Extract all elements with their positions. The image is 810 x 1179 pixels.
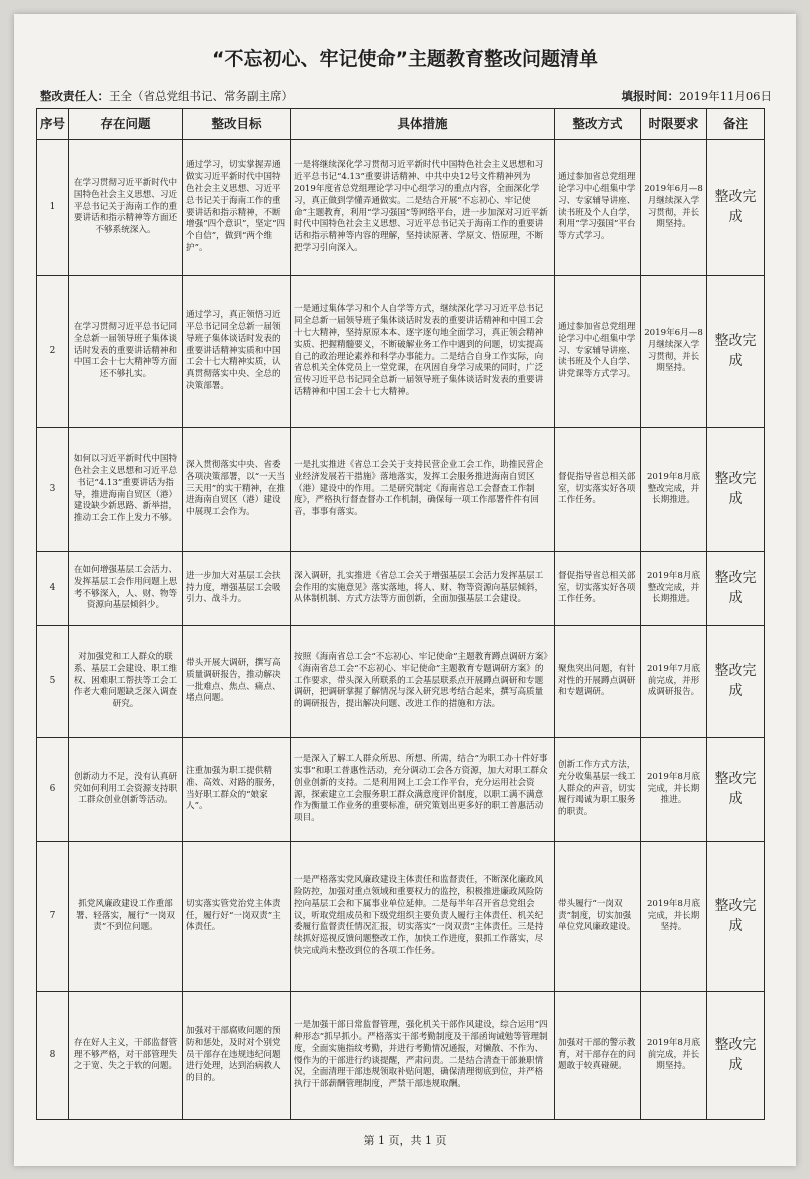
cell-problem: 如何以习近平新时代中国特色社会主义思想和习近平总书记“4.13”重要讲话为指导，推进海南自贸区（港）建设缺少新思路、新举措，推动工会工作上发力不够。 — [69, 428, 183, 552]
cell-seq: 6 — [37, 738, 69, 842]
meta-line — [40, 88, 772, 106]
header-method: 整改方式 — [555, 109, 641, 140]
cell-measures: 一是加强干部日常监督管理，强化机关干部作风建设，综合运用“四种形态”抓早抓小。严格落实干部考勤制度及干部函询诫勉等管理制度，全面实施指纹考勤，并进行考勤情况通报，对懒散、不作为、慢作为的干部进行约谈提醒，严肃问责。二是结合清查干部兼职情况，全面清理干部违规领取补贴问题，确保清理彻底到位，并严格执行干部薪酬管理制度，严禁干部违规取酬。 — [291, 992, 555, 1120]
cell-goal: 通过学习，真正领悟习近平总书记同全总新一届领导班子集体谈话时发表的重要讲话精神实质和中国工会十七大精神实质，认真贯彻落实中央、全总的决策部署。 — [183, 276, 291, 428]
cell-time: 2019年8月底完成，并长期坚持。 — [641, 842, 707, 992]
cell-problem: 存在好人主义，干部监督管理不够严格，对干部管理失之于宽、失之于软的问题。 — [69, 992, 183, 1120]
table-row — [37, 626, 765, 738]
cell-note: 整改完成 — [707, 842, 765, 992]
cell-measures: 一是通过集体学习和个人自学等方式，继续深化学习习近平总书记同全总新一届领导班子集体谈话时发表的重要讲话精神和中国工会十七大精神，坚持原原本本、逐字逐句地全面学习，真正领会精神实质、把握精髓要义，不断破解业务工作中遇到的问题，切实提高自己的政治理论素养和科学办事能力。二是结合自身工作实际，向省总机关全体党员上一堂党课，在巩固自身学习成果的同时，广泛宣传习近平总书记同全总新一届领导班子集体谈话时发表的重要讲话精神和中国工会十七大精神。 — [291, 276, 555, 428]
cell-method: 通过参加省总党组理论学习中心组集中学习、专家辅导讲座、读书班及个人自学、讲党课等方式学习。 — [555, 276, 641, 428]
cell-note: 整改完成 — [707, 428, 765, 552]
cell-problem: 抓党风廉政建设工作重部署、轻落实，履行“一岗双责”不到位问题。 — [69, 842, 183, 992]
cell-measures: 按照《海南省总工会“不忘初心、牢记使命”主题教育蹲点调研方案》《海南省总工会“不忘初心、牢记使命”主题教育专题调研方案》的工作要求，带头深入所联系的工会基层联系点开展蹲点调研和专题调研，把调研掌握了解情况与深入研究思考结合起来，撰写高质量的调研报告，提出解决问题、改进工作的措施和方法。 — [291, 626, 555, 738]
responsible-value: 王全（省总党组书记、常务副主席） — [109, 89, 293, 103]
table-row — [37, 552, 765, 626]
table-row — [37, 992, 765, 1120]
document-page — [14, 14, 796, 1166]
cell-note: 整改完成 — [707, 140, 765, 276]
cell-time: 2019年8月底整改完成，并长期推进。 — [641, 552, 707, 626]
cell-note: 整改完成 — [707, 738, 765, 842]
cell-time: 2019年6月—8月继续深入学习贯彻，并长期坚持。 — [641, 276, 707, 428]
cell-measures: 一是将继续深化学习贯彻习近平新时代中国特色社会主义思想和习近平总书记“4.13”重要讲话精神、中共中央12号文件精神列为2019年度省总党组理论学习中心组学习的重点内容，全面深化学习，真正做到学懂弄通做实。二是结合开展“不忘初心、牢记使命”主题教育，利用“学习强国”等网络平台，进一步加深对习近平新时代中国特色社会主义思想、习近平总书记关于海南工作的重要讲话和指示精神等内容的理解，坚持读原著、学原文、悟原理，不断把学习引向深入。 — [291, 140, 555, 276]
responsible-person — [40, 88, 293, 106]
cell-time: 2019年8月底整改完成，并长期推进。 — [641, 428, 707, 552]
cell-seq: 7 — [37, 842, 69, 992]
cell-time: 2019年8月底完成，并长期推进。 — [641, 738, 707, 842]
header-measures: 具体措施 — [291, 109, 555, 140]
cell-method: 创新工作方式方法，充分收集基层一线工人群众的声音，切实履行竭诚为职工服务的职责。 — [555, 738, 641, 842]
cell-problem: 在如何增强基层工会活力、发挥基层工会作用问题上思考不够深入，人、财、物等资源向基层倾斜少。 — [69, 552, 183, 626]
cell-seq: 4 — [37, 552, 69, 626]
cell-measures: 深入调研，扎实推进《省总工会关于增强基层工会活力发挥基层工会作用的实施意见》落实落地，将人、财、物等资源向基层倾斜，从体制机制、方式方法等方面创新，全面加强基层工会建设。 — [291, 552, 555, 626]
table-row — [37, 842, 765, 992]
cell-problem: 在学习贯彻习近平新时代中国特色社会主义思想、习近平总书记关于海南工作的重要讲话和指示精神等方面还不够系统深入。 — [69, 140, 183, 276]
cell-time: 2019年6月—8月继续深入学习贯彻，并长期坚持。 — [641, 140, 707, 276]
cell-seq: 8 — [37, 992, 69, 1120]
cell-note: 整改完成 — [707, 992, 765, 1120]
cell-note: 整改完成 — [707, 276, 765, 428]
cell-goal: 带头开展大调研，撰写高质量调研报告，推动解决一批难点、焦点、痛点、堵点问题。 — [183, 626, 291, 738]
cell-goal: 进一步加大对基层工会扶持力度，增强基层工会吸引力、战斗力。 — [183, 552, 291, 626]
cell-goal: 加强对干部腐败问题的预防和惩处，及时对个别党员干部存在违规违纪问题进行处理，达到治病救人的目的。 — [183, 992, 291, 1120]
cell-seq: 3 — [37, 428, 69, 552]
cell-time: 2019年7月底前完成，并形成调研报告。 — [641, 626, 707, 738]
date-label: 填报时间： — [621, 89, 679, 103]
cell-problem: 对加强党和工人群众的联系、基层工会建设、职工维权、困难职工帮扶等工会工作老大难问题缺乏深入调查研究。 — [69, 626, 183, 738]
responsible-label: 整改责任人： — [40, 89, 109, 103]
document-title: “不忘初心、牢记使命”主题教育整改问题清单 — [212, 48, 598, 70]
table-row — [37, 276, 765, 428]
header-row — [37, 109, 765, 140]
header-note: 备注 — [707, 109, 765, 140]
cell-method: 加强对干部的警示教育，对干部存在的问题敢于较真碰硬。 — [555, 992, 641, 1120]
cell-note: 整改完成 — [707, 552, 765, 626]
cell-seq: 1 — [37, 140, 69, 276]
cell-method: 督促指导省总相关部室，切实落实好各项工作任务。 — [555, 552, 641, 626]
cell-seq: 5 — [37, 626, 69, 738]
cell-time: 2019年8月底前完成，并长期坚持。 — [641, 992, 707, 1120]
fill-date — [621, 88, 772, 106]
page-footer: 第 1 页，共 1 页 — [363, 1134, 447, 1147]
cell-measures: 一是扎实推进《省总工会关于支持民营企业工会工作，助推民营企业经济发展若干措施》落地落实，发挥工会服务推进海南自贸区（港）建设中的作用。二是研究制定《海南省总工会督查工作制度》，严格执行督查督办工作机制，确保每一项工作部署件件有回音，事事有落实。 — [291, 428, 555, 552]
header-goal: 整改目标 — [183, 109, 291, 140]
cell-problem: 在学习贯彻习近平总书记同全总新一届领导班子集体谈话时发表的重要讲话精神和中国工会十七大精神等方面还不够扎实。 — [69, 276, 183, 428]
header-seq: 序号 — [37, 109, 69, 140]
date-value: 2019年11月06日 — [678, 89, 772, 103]
header-problem: 存在问题 — [69, 109, 183, 140]
cell-method: 通过参加省总党组理论学习中心组集中学习、专家辅导讲座、读书班及个人自学，利用“学习强国”平台等方式学习。 — [555, 140, 641, 276]
cell-method: 督促指导省总相关部室，切实落实好各项工作任务。 — [555, 428, 641, 552]
cell-problem: 创新动力不足，没有认真研究如何利用工会资源支持职工群众创业创新等活动。 — [69, 738, 183, 842]
cell-method: 带头履行“一岗双责”制度，切实加强单位党风廉政建设。 — [555, 842, 641, 992]
header-time: 时限要求 — [641, 109, 707, 140]
cell-goal: 切实落实管党治党主体责任，履行好“一岗双责”主体责任。 — [183, 842, 291, 992]
cell-method: 聚焦突出问题，有针对性的开展蹲点调研和专题调研。 — [555, 626, 641, 738]
rectification-table — [36, 108, 765, 1120]
cell-measures: 一是深入了解工人群众所思、所想、所需，结合“为职工办十件好事实事”和职工普惠性活动，充分调动工会各方资源，加大对职工群众创业创新的支持。二是利用网上工会工作平台，充分运用社会资源，探索建立工会服务职工群众满意度评价制度，以职工满不满意作为衡量工作业务的重要标准，研究策划出更多好的职工普惠活动项目。 — [291, 738, 555, 842]
cell-seq: 2 — [37, 276, 69, 428]
table-row — [37, 140, 765, 276]
cell-goal: 深入贯彻落实中央、省委各项决策部署，以“一天当三天用”的实干精神，在推进海南自贸区（港）建设中展现工会作为。 — [183, 428, 291, 552]
table-row — [37, 738, 765, 842]
cell-goal: 注重加强为职工提供精准、高效、对路的服务，当好职工群众的“娘家人”。 — [183, 738, 291, 842]
cell-measures: 一是严格落实党风廉政建设主体责任和监督责任，不断深化廉政风险防控，加强对重点领域和重要权力的监控，积极推进廉政风险防控向基层工会和下属事业单位延伸。二是每半年召开省总党组会议，听取党组成员和下级党组织主要负责人履行主体责任、机关纪委履行监督责任情况汇报，切实落实“一岗双责”主体责任。三是持续抓好巡视反馈问题整改工作，加快工作进度，狠抓工作落实，尽快完成尚未整改到位的各项工作任务。 — [291, 842, 555, 992]
table-row — [37, 428, 765, 552]
cell-goal: 通过学习，切实掌握弄通做实习近平新时代中国特色社会主义思想、习近平总书记关于海南工作的重要讲话和指示精神，不断增强“四个意识”，坚定“四个自信”，做到“两个维护”。 — [183, 140, 291, 276]
cell-note: 整改完成 — [707, 626, 765, 738]
